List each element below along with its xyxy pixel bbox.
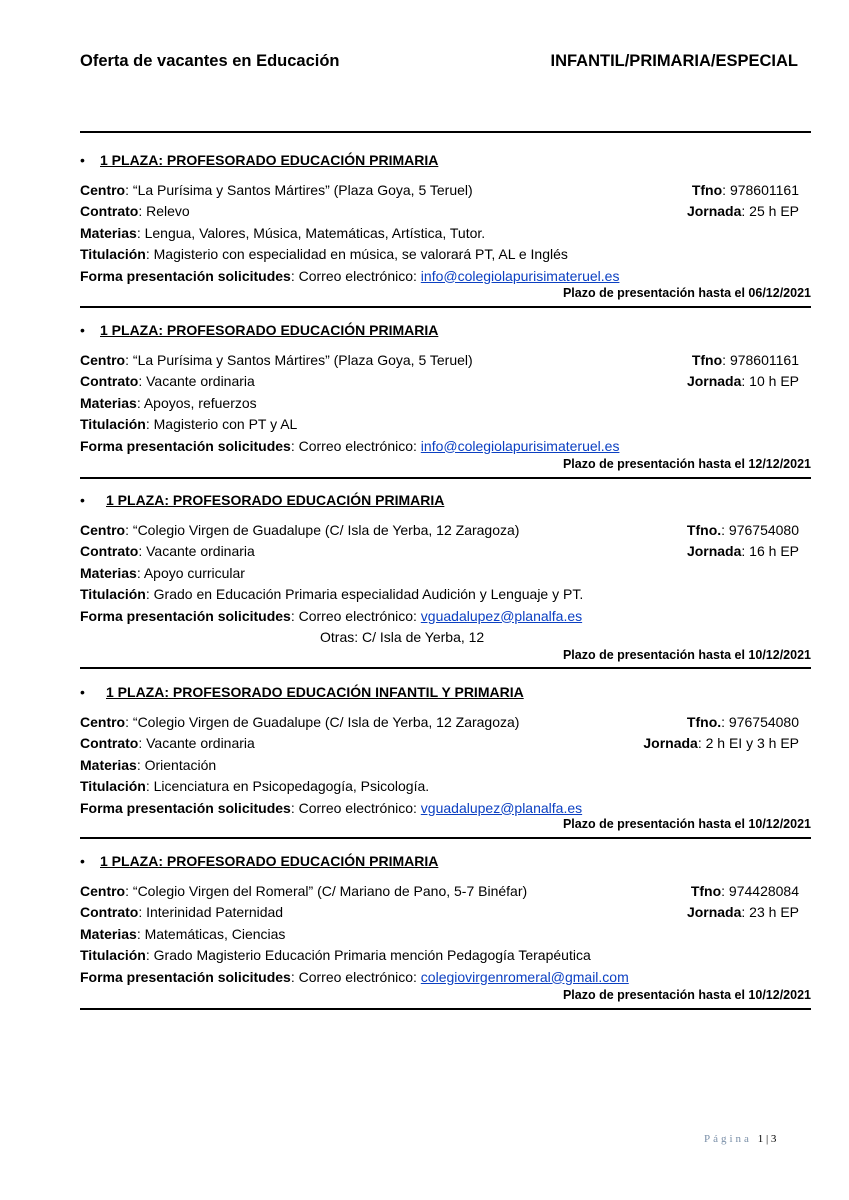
contrato-label: Contrato — [80, 735, 139, 752]
forma-prefix: : Correo electrónico: — [290, 267, 421, 284]
offer-card — [80, 490, 811, 648]
centro-value: : “La Purísima y Santos Mártires” (Plaza Goya, 5 Teruel) — [125, 352, 473, 368]
header-category: INFANTIL/PRIMARIA/ESPECIAL — [550, 52, 798, 70]
jornada-value: : 2 h EI y 3 h EP — [697, 735, 799, 752]
bullet-icon: • — [80, 853, 85, 869]
email-link[interactable]: vguadalupez@planalfa.es — [420, 799, 583, 816]
titulacion-label: Titulación — [80, 947, 146, 964]
page-footer — [704, 1133, 776, 1145]
email-link[interactable]: vguadalupez@planalfa.es — [420, 607, 583, 624]
header-title: Oferta de vacantes en Educación — [80, 52, 340, 70]
jornada-value: : 10 h EP — [741, 373, 799, 390]
divider — [80, 837, 811, 839]
centro-label: Centro — [80, 182, 126, 198]
offer-title-row — [80, 682, 811, 712]
forma-label: Forma presentación solicitudes — [80, 607, 291, 624]
tfno-value: : 976754080 — [721, 522, 799, 538]
materias-value: : Lengua, Valores, Música, Matemáticas, Artística, Tutor. — [136, 224, 486, 241]
materias-label: Materias — [80, 564, 137, 581]
page-number: 1 | 3 — [757, 1133, 777, 1145]
email-link[interactable]: info@colegiolapurisimateruel.es — [420, 267, 620, 284]
offer-title-row — [80, 320, 811, 350]
offer-title-row — [80, 851, 811, 881]
titulacion-value: : Magisterio con PT y AL — [145, 416, 298, 433]
offer-title-row — [80, 150, 811, 180]
contrato-value: : Interinidad Paternidad — [138, 904, 284, 921]
materias-value: : Apoyos, refuerzos — [136, 394, 257, 411]
plazo-deadline: Plazo de presentación hasta el 10/12/2021 — [562, 817, 811, 831]
titulacion-value: : Grado en Educación Primaria especialidad Audición y Lenguaje y PT. — [145, 586, 584, 603]
titulacion-value: : Grado Magisterio Educación Primaria mención Pedagogía Terapéutica — [145, 947, 591, 964]
plazo-deadline: Plazo de presentación hasta el 10/12/2021 — [562, 648, 811, 662]
offer-title: 1 PLAZA: PROFESORADO EDUCACIÓN PRIMARIA — [106, 492, 445, 508]
offer-title: 1 PLAZA: PROFESORADO EDUCACIÓN PRIMARIA — [100, 152, 439, 168]
contrato-label: Contrato — [80, 373, 139, 390]
centro-label: Centro — [80, 714, 126, 730]
materias-label: Materias — [80, 394, 137, 411]
titulacion-label: Titulación — [80, 778, 146, 795]
titulacion-value: : Licenciatura en Psicopedagogía, Psicología. — [145, 778, 430, 795]
forma-label: Forma presentación solicitudes — [80, 437, 291, 454]
offer-card — [80, 320, 811, 457]
tfno-value: : 978601161 — [722, 182, 799, 198]
centro-value: : “La Purísima y Santos Mártires” (Plaza Goya, 5 Teruel) — [125, 182, 473, 198]
materias-value: : Orientación — [136, 756, 217, 773]
offer-title: 1 PLAZA: PROFESORADO EDUCACIÓN PRIMARIA — [100, 322, 439, 338]
forma-label: Forma presentación solicitudes — [80, 799, 291, 816]
offer-title: 1 PLAZA: PROFESORADO EDUCACIÓN PRIMARIA — [100, 853, 439, 869]
titulacion-label: Titulación — [80, 416, 146, 433]
forma-prefix: : Correo electrónico: — [290, 607, 421, 624]
contrato-value: : Vacante ordinaria — [138, 735, 255, 752]
offer-title: 1 PLAZA: PROFESORADO EDUCACIÓN INFANTIL Y PRIMARIA — [106, 684, 524, 700]
contrato-value: : Relevo — [138, 203, 190, 220]
divider — [80, 667, 811, 669]
titulacion-label: Titulación — [80, 246, 146, 263]
bullet-icon: • — [80, 492, 85, 508]
forma-label: Forma presentación solicitudes — [80, 968, 291, 985]
materias-value: : Matemáticas, Ciencias — [136, 925, 286, 942]
centro-label: Centro — [80, 352, 126, 368]
offer-card — [80, 682, 811, 819]
plazo-deadline: Plazo de presentación hasta el 12/12/2021 — [562, 457, 811, 471]
contrato-label: Contrato — [80, 203, 139, 220]
materias-label: Materias — [80, 224, 137, 241]
otras-address: Otras: C/ Isla de Yerba, 12 — [320, 628, 485, 645]
tfno-label: Tfno — [690, 883, 722, 899]
materias-value: : Apoyo curricular — [136, 564, 245, 581]
tfno-label: Tfno. — [686, 522, 722, 538]
jornada-label: Jornada — [686, 543, 742, 560]
jornada-label: Jornada — [643, 735, 698, 752]
tfno-label: Tfno — [691, 182, 723, 198]
divider — [80, 1008, 811, 1010]
centro-label: Centro — [80, 522, 126, 538]
contrato-label: Contrato — [80, 904, 139, 921]
contrato-value: : Vacante ordinaria — [138, 543, 255, 560]
forma-prefix: : Correo electrónico: — [290, 799, 421, 816]
titulacion-value: : Magisterio con especialidad en música, se valorará PT, AL e Inglés — [145, 246, 568, 263]
email-link[interactable]: colegiovirgenromeral@gmail.com — [420, 968, 629, 985]
contrato-value: : Vacante ordinaria — [138, 373, 255, 390]
plazo-deadline: Plazo de presentación hasta el 06/12/2021 — [562, 286, 811, 300]
jornada-value: : 16 h EP — [741, 543, 799, 560]
titulacion-label: Titulación — [80, 586, 146, 603]
forma-prefix: : Correo electrónico: — [290, 437, 421, 454]
offer-card — [80, 150, 811, 287]
page-label: Página — [704, 1133, 752, 1145]
offer-card — [80, 851, 811, 988]
email-link[interactable]: info@colegiolapurisimateruel.es — [420, 437, 620, 454]
centro-value: : “Colegio Virgen del Romeral” (C/ Mariano de Pano, 5-7 Binéfar) — [125, 883, 528, 899]
forma-prefix: : Correo electrónico: — [290, 968, 421, 985]
jornada-value: : 25 h EP — [741, 203, 799, 220]
centro-value: : “Colegio Virgen de Guadalupe (C/ Isla de Yerba, 12 Zaragoza) — [125, 714, 520, 730]
tfno-label: Tfno — [691, 352, 723, 368]
materias-label: Materias — [80, 925, 137, 942]
divider — [80, 131, 811, 133]
tfno-label: Tfno. — [686, 714, 722, 730]
jornada-label: Jornada — [686, 373, 742, 390]
forma-label: Forma presentación solicitudes — [80, 267, 291, 284]
tfno-value: : 976754080 — [721, 714, 799, 730]
centro-value: : “Colegio Virgen de Guadalupe (C/ Isla de Yerba, 12 Zaragoza) — [125, 522, 520, 538]
page-header — [80, 52, 798, 76]
divider — [80, 477, 811, 479]
divider — [80, 306, 811, 308]
contrato-label: Contrato — [80, 543, 139, 560]
tfno-value: : 974428084 — [721, 883, 799, 899]
centro-label: Centro — [80, 883, 126, 899]
bullet-icon: • — [80, 152, 85, 168]
tfno-value: : 978601161 — [722, 352, 799, 368]
plazo-deadline: Plazo de presentación hasta el 10/12/2021 — [562, 988, 811, 1002]
bullet-icon: • — [80, 684, 85, 700]
offer-title-row — [80, 490, 811, 520]
jornada-value: : 23 h EP — [741, 904, 799, 921]
materias-label: Materias — [80, 756, 137, 773]
jornada-label: Jornada — [686, 904, 742, 921]
bullet-icon: • — [80, 322, 85, 338]
jornada-label: Jornada — [686, 203, 742, 220]
